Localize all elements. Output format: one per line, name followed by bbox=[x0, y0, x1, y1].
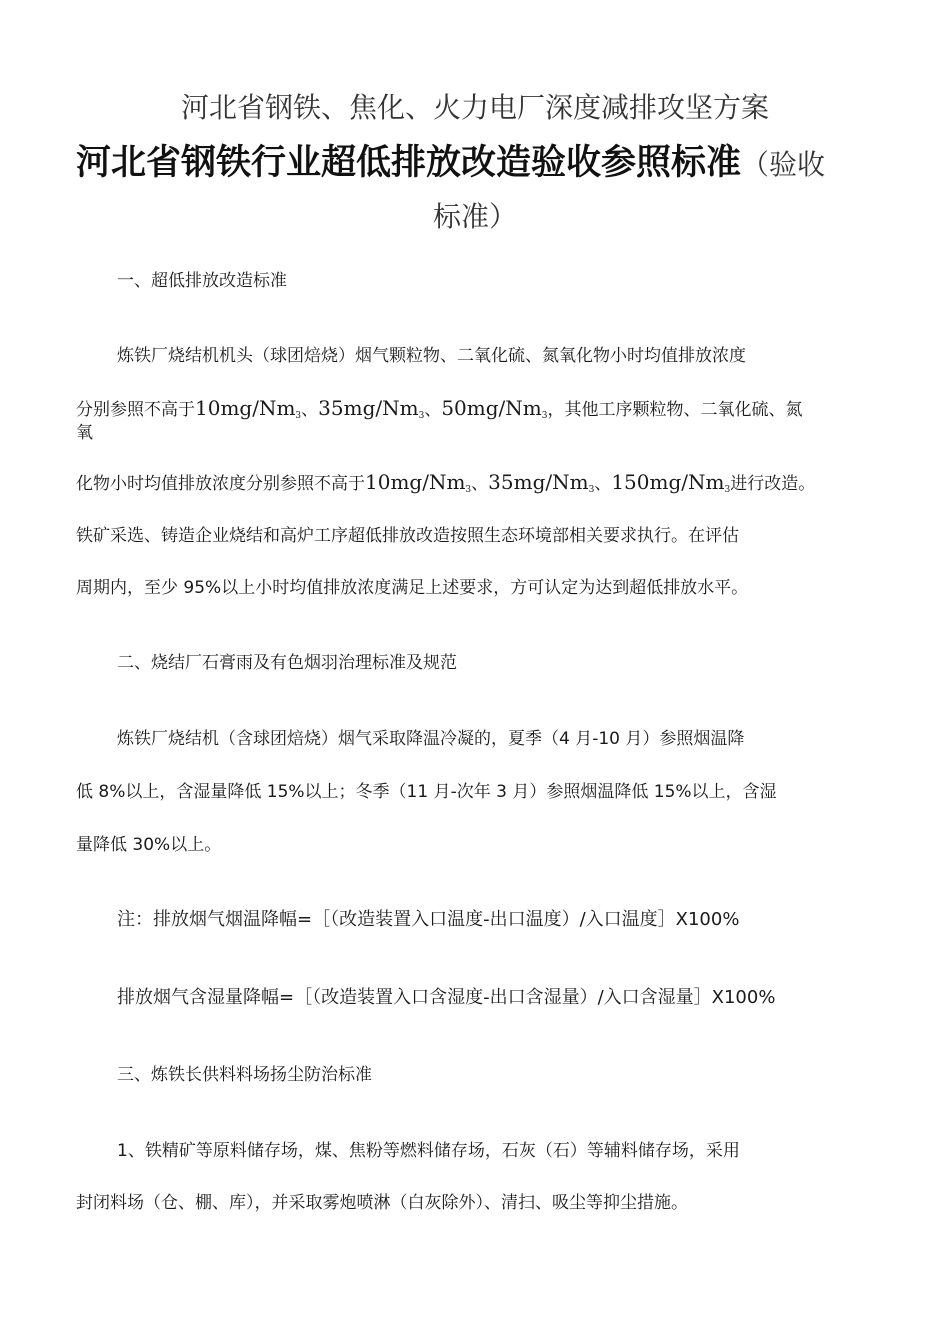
section-2-paragraph-line: 量降低 30%以上。 bbox=[76, 835, 222, 855]
section-3-paragraph-line: 封闭料场（仓、棚、库），并采取雾炮喷淋（白灰除外）、清扫、吸尘等抑尘措施。 bbox=[76, 1193, 688, 1213]
document-subtitle: 河北省钢铁、焦化、火力电厂深度减排攻坚方案 bbox=[180, 91, 769, 124]
paragraph-text: 进行改造。 bbox=[730, 474, 816, 494]
section-1-heading: 一、超低排放改造标准 bbox=[117, 271, 287, 291]
section-1-paragraph-line: 周期内，至少 95%以上小时均值排放浓度满足上述要求，方可认定为达到超低排放水平。 bbox=[76, 578, 749, 598]
emission-limit-value: 150mg/Nm bbox=[611, 470, 725, 494]
formula-note-temperature: 注：排放烟气烟温降幅=［（改造装置入口温度-出口温度）/入口温度］X100% bbox=[117, 909, 740, 930]
separator: 、 bbox=[471, 474, 489, 494]
document-title-tail: （验收 bbox=[741, 148, 826, 181]
section-2-paragraph-line: 低 8%以上，含湿量降低 15%以上；冬季（11 月-次年 3 月）参照烟温降低 15%以上，含湿 bbox=[76, 782, 777, 802]
section-1-paragraph-line bbox=[76, 471, 815, 501]
document-title-line2: 标准） bbox=[432, 200, 517, 233]
emission-limit-value: 35mg/Nm bbox=[318, 396, 419, 420]
paragraph-text: 分别参照不高于 bbox=[76, 400, 195, 420]
unit-subscript: 3 bbox=[541, 411, 548, 421]
section-1-paragraph-line: 炼铁厂烧结机机头（球团焙烧）烟气颗粒物、二氧化硫、氮氧化物小时均值排放浓度 bbox=[117, 346, 746, 366]
section-1-paragraph-line bbox=[76, 397, 802, 427]
emission-limit-value: 10mg/Nm bbox=[195, 396, 296, 420]
section-2-heading: 二、烧结厂石膏雨及有色烟羽治理标准及规范 bbox=[117, 653, 457, 673]
document-title-main: 河北省钢铁行业超低排放改造验收参照标准 bbox=[76, 143, 742, 183]
unit-subscript: 3 bbox=[295, 411, 302, 421]
section-1-paragraph-line: 氧 bbox=[76, 423, 93, 443]
emission-limit-value: 35mg/Nm bbox=[488, 470, 589, 494]
formula-note-humidity: 排放烟气含湿量降幅=［（改造装置入口含湿度-出口含湿量）/入口含湿量］X100% bbox=[117, 987, 776, 1008]
unit-subscript: 3 bbox=[588, 485, 595, 495]
unit-subscript: 3 bbox=[465, 485, 472, 495]
separator: 、 bbox=[301, 400, 319, 420]
section-1-paragraph-line: 铁矿采选、铸造企业烧结和高炉工序超低排放改造按照生态环境部相关要求执行。在评估 bbox=[76, 526, 739, 546]
paragraph-text: ，其他工序颗粒物、二氧化硫、氮 bbox=[547, 400, 803, 420]
section-3-heading: 三、炼铁长供料料场扬尘防治标准 bbox=[117, 1065, 372, 1085]
unit-subscript: 3 bbox=[724, 485, 731, 495]
separator: 、 bbox=[424, 400, 442, 420]
separator: 、 bbox=[594, 474, 612, 494]
section-2-paragraph-line: 炼铁厂烧结机（含球团焙烧）烟气采取降温冷凝的，夏季（4 月-10 月）参照烟温降 bbox=[117, 729, 745, 749]
emission-limit-value: 10mg/Nm bbox=[365, 470, 466, 494]
emission-limit-value: 50mg/Nm bbox=[441, 396, 542, 420]
section-3-paragraph-line: 1、铁精矿等原料储存场，煤、焦粉等燃料储存场，石灰（石）等辅料储存场，采用 bbox=[117, 1141, 740, 1161]
unit-subscript: 3 bbox=[418, 411, 425, 421]
document-title bbox=[76, 138, 825, 190]
paragraph-text: 化物小时均值排放浓度分别参照不高于 bbox=[76, 474, 365, 494]
